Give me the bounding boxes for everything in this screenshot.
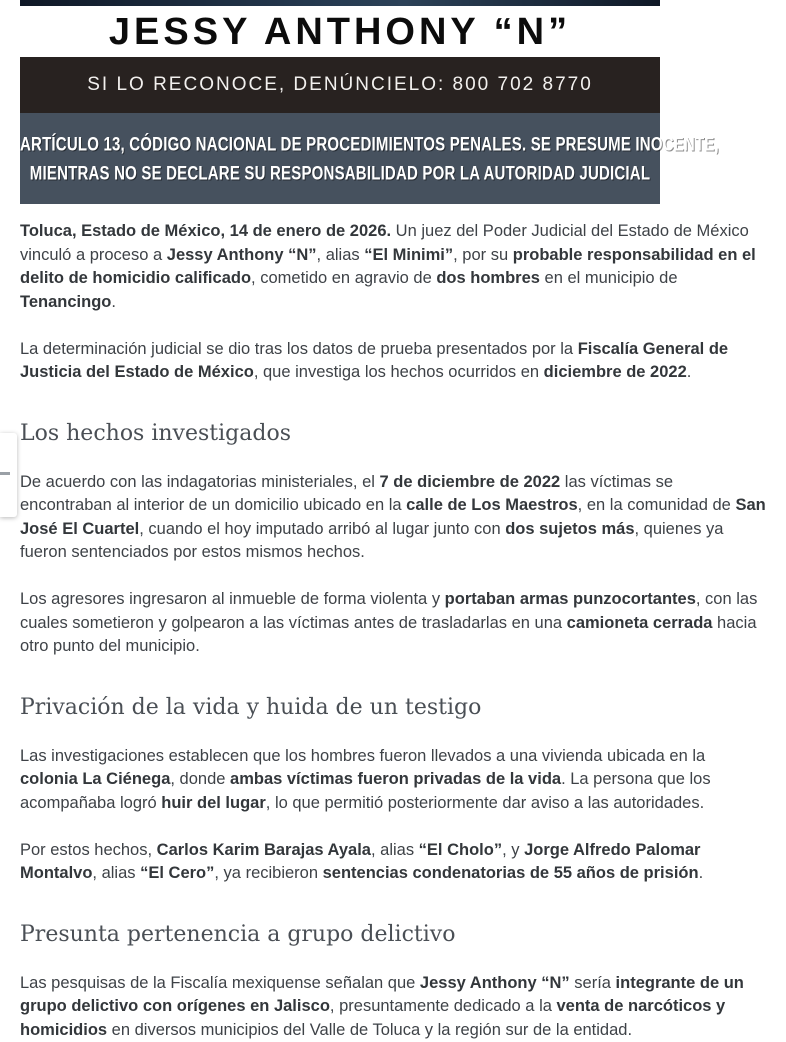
text-run: , cuando el hoy imputado arribó al lugar junto con xyxy=(139,520,505,538)
text-run: hacia otro punto del municipio. xyxy=(20,614,757,656)
text-run: Jorge Alfredo Palomar Montalvo xyxy=(20,841,700,883)
text-run: Fiscalía General de Justicia del Estado de México xyxy=(20,340,728,382)
text-run: . xyxy=(687,363,692,381)
text-run: , ya recibieron xyxy=(214,864,322,882)
text-run: dos sujetos más xyxy=(505,520,634,538)
text-run: Jessy Anthony “N” xyxy=(420,974,570,992)
text-run: Tenancingo xyxy=(20,293,111,311)
text-run: “El Cholo” xyxy=(419,841,502,859)
text-run: , alias xyxy=(317,246,365,264)
text-run: San José El Cuartel xyxy=(20,496,766,538)
text-run: , alias xyxy=(92,864,140,882)
banner-report-line: SI LO RECONOCE, DENÚNCIELO: 800 702 8770 xyxy=(20,57,660,113)
text-run: Toluca, Estado de México, 14 de enero de 2026. xyxy=(20,222,391,240)
text-run: Jessy Anthony “N” xyxy=(167,246,317,264)
section-heading: Los hechos investigados xyxy=(20,419,766,449)
banner-suspect-name: JESSY ANTHONY “N” xyxy=(20,6,660,57)
text-run: Carlos Karim Barajas Ayala xyxy=(157,841,371,859)
text-run: , cometido en agravio de xyxy=(251,269,436,287)
text-run: , alias xyxy=(371,841,419,859)
article-body xyxy=(0,204,786,1042)
text-run: las víctimas se encontraban al interior de un domicilio ubicado en la xyxy=(20,473,673,515)
text-run: venta de narcóticos y homicidios xyxy=(20,997,725,1039)
text-run: . xyxy=(699,864,704,882)
paragraph xyxy=(20,220,766,314)
text-run: , que investiga los hechos ocurridos en xyxy=(254,363,544,381)
banner-legal-line1: ARTÍCULO 13, CÓDIGO NACIONAL DE PROCEDIMIENTOS PENALES. SE PRESUME INOCENTE, xyxy=(20,126,719,164)
paragraph xyxy=(20,745,766,816)
text-run: , quienes ya fueron sentenciados por estos mismos hechos. xyxy=(20,520,723,562)
text-run: colonia La Ciénega xyxy=(20,770,170,788)
text-run: Por estos hechos, xyxy=(20,841,157,859)
text-run: , con las cuales sometieron y golpearon a las víctimas antes de trasladarlas en una xyxy=(20,590,757,632)
text-run: portaban armas punzocortantes xyxy=(445,590,696,608)
text-run: , presuntamente dedicado a la xyxy=(330,997,557,1015)
banner-legal-notice xyxy=(20,113,660,204)
text-run: camioneta cerrada xyxy=(567,614,713,632)
section-heading: Presunta pertenencia a grupo delictivo xyxy=(20,920,766,950)
text-run: “El Cero” xyxy=(140,864,214,882)
text-run: Los agresores ingresaron al inmueble de forma violenta y xyxy=(20,590,445,608)
paragraph xyxy=(20,471,766,565)
text-run: , y xyxy=(502,841,524,859)
text-run: Las pesquisas de la Fiscalía mexiquense señalan que xyxy=(20,974,420,992)
text-run: ambas víctimas fueron privadas de la vida xyxy=(230,770,561,788)
text-run: en diversos municipios del Valle de Toluca y la región sur de la entidad. xyxy=(107,1021,632,1039)
text-run: 7 de diciembre de 2022 xyxy=(380,473,561,491)
text-run: “El Minimi” xyxy=(364,246,453,264)
minus-icon xyxy=(0,472,10,475)
paragraph xyxy=(20,338,766,385)
text-run: , donde xyxy=(170,770,230,788)
text-run: calle de Los Maestros xyxy=(406,496,578,514)
text-run: De acuerdo con las indagatorias ministeriales, el xyxy=(20,473,380,491)
text-run: . xyxy=(111,293,116,311)
text-run: integrante de un grupo delictivo con orígenes en Jalisco xyxy=(20,974,744,1016)
text-run: . La persona que los acompañaba logró xyxy=(20,770,711,812)
text-run: sería xyxy=(570,974,616,992)
text-run: , lo que permitió posteriormente dar aviso a las autoridades. xyxy=(266,794,704,812)
text-run: diciembre de 2022 xyxy=(544,363,687,381)
text-run: sentencias condenatorias de 55 años de prisión xyxy=(323,864,699,882)
text-run: en el municipio de xyxy=(540,269,678,287)
paragraph xyxy=(20,972,766,1042)
wanted-banner-image xyxy=(20,0,660,204)
text-run: Un juez del Poder Judicial del Estado de México vinculó a proceso a xyxy=(20,222,749,264)
banner-legal-line2: MIENTRAS NO SE DECLARE SU RESPONSABILIDAD POR LA AUTORIDAD JUDICIAL xyxy=(30,155,650,193)
section-heading: Privación de la vida y huida de un testigo xyxy=(20,693,766,723)
text-run: dos hombres xyxy=(436,269,540,287)
text-run: Las investigaciones establecen que los hombres fueron llevados a una vivienda ubicada en la xyxy=(20,747,705,765)
text-run: huir del lugar xyxy=(161,794,266,812)
floating-share-widget[interactable] xyxy=(0,433,17,517)
paragraph xyxy=(20,839,766,886)
text-run: probable responsabilidad en el delito de homicidio calificado xyxy=(20,246,756,288)
text-run: , en la comunidad de xyxy=(578,496,736,514)
paragraph xyxy=(20,588,766,659)
text-run: , por su xyxy=(453,246,513,264)
text-run: La determinación judicial se dio tras los datos de prueba presentados por la xyxy=(20,340,578,358)
